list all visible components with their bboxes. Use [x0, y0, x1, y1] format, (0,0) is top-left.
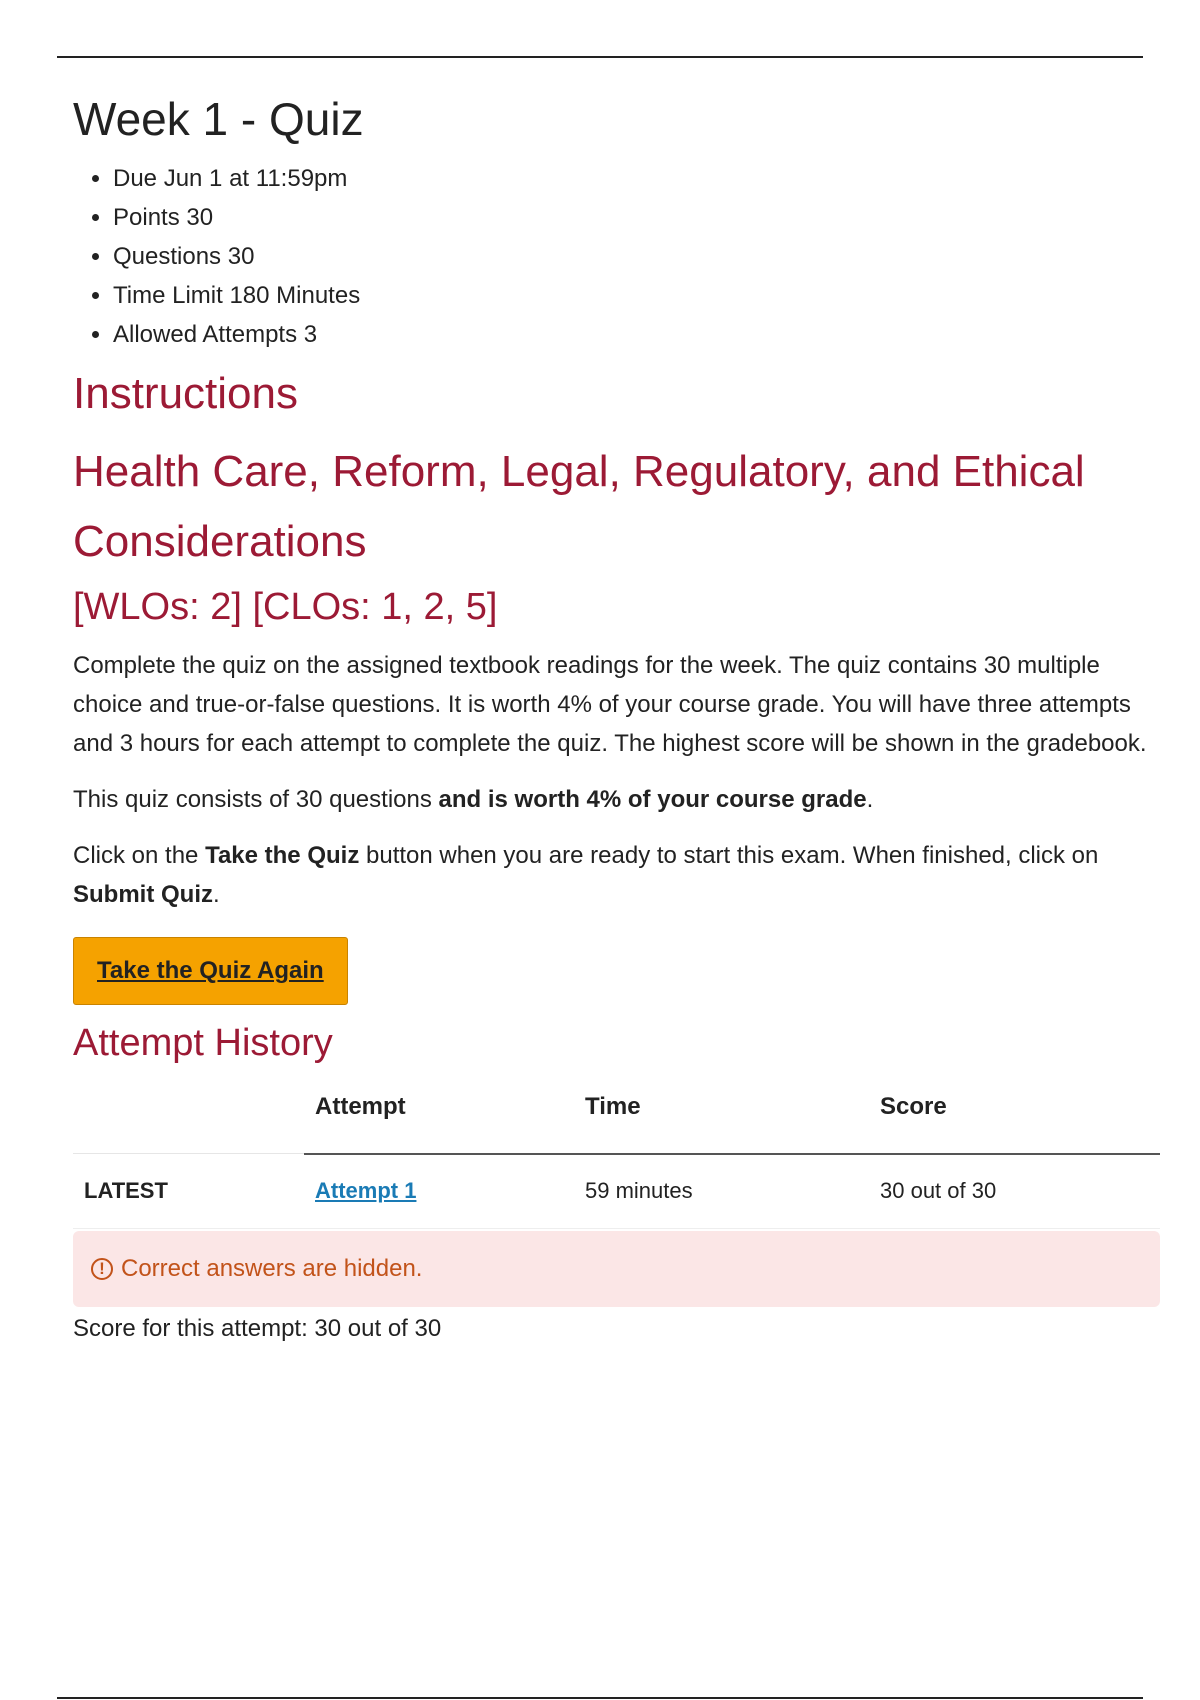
header-blank-cell — [73, 1093, 304, 1154]
instructions-paragraph: Complete the quiz on the assigned textbook readings for the week. The quiz contains 30 multiple choice and true-or-false questions. It is worth 4% of your course grade. You will have three attempts and 3 hours for each attempt to complete the quiz. The highest score will be shown in the gradebook. — [73, 652, 1147, 758]
start-text-part2: button when you are ready to start this exam. When finished, click on — [359, 842, 1099, 870]
detail-due: • Due Jun 1 at 11:59pm — [113, 159, 1163, 198]
learning-outcomes-heading: [WLOs: 2] [CLOs: 1, 2, 5] — [73, 585, 498, 628]
instructions-heading: Instructions — [73, 369, 298, 419]
worth-text-after: . — [866, 786, 874, 814]
detail-allowed-attempts: • Allowed Attempts 3 — [113, 315, 1163, 354]
attempt-history-heading: Attempt History — [73, 1022, 333, 1065]
notice-text: Correct answers are hidden. — [121, 1254, 423, 1282]
worth-text-bold: and is worth 4% of your course grade — [438, 786, 867, 814]
quiz-page — [73, 92, 1163, 1343]
start-text-part1: Click on the — [73, 842, 206, 870]
start-instructions-paragraph — [73, 836, 1163, 914]
worth-paragraph — [73, 780, 1163, 819]
attempt-1-link[interactable]: Attempt 1 — [315, 1178, 417, 1204]
quiz-details-list — [73, 159, 1163, 354]
header-time: Time — [574, 1093, 869, 1154]
latest-label: LATEST — [73, 1154, 304, 1229]
detail-time-limit: • Time Limit 180 Minutes — [113, 276, 1163, 315]
detail-questions: • Questions 30 — [113, 237, 1163, 276]
attempt-score-line: Score for this attempt: 30 out of 30 — [73, 1314, 442, 1342]
table-row — [73, 1154, 1160, 1229]
table-header-row — [73, 1093, 1160, 1154]
attempt-history-table — [73, 1093, 1160, 1229]
header-attempt: Attempt — [304, 1093, 574, 1154]
take-quiz-again-button[interactable]: Take the Quiz Again — [73, 937, 348, 1005]
start-text-part3: . — [213, 881, 220, 909]
quiz-title: Week 1 - Quiz — [73, 93, 364, 145]
take-the-quiz-bold: Take the Quiz — [205, 842, 360, 870]
alert-circle-icon: ! — [91, 1258, 113, 1280]
submit-quiz-bold: Submit Quiz — [73, 881, 213, 909]
correct-answers-hidden-notice — [73, 1231, 1160, 1307]
time-cell: 59 minutes — [574, 1154, 869, 1229]
top-divider — [57, 56, 1143, 58]
worth-text-before: This quiz consists of 30 questions — [73, 786, 439, 814]
bottom-divider — [57, 1697, 1143, 1699]
header-score: Score — [869, 1093, 1160, 1154]
detail-points: • Points 30 — [113, 198, 1163, 237]
attempt-cell — [304, 1154, 574, 1229]
score-cell: 30 out of 30 — [869, 1154, 1160, 1229]
subject-heading: Health Care, Reform, Legal, Regulatory, and Ethical Considerations — [73, 446, 1085, 566]
